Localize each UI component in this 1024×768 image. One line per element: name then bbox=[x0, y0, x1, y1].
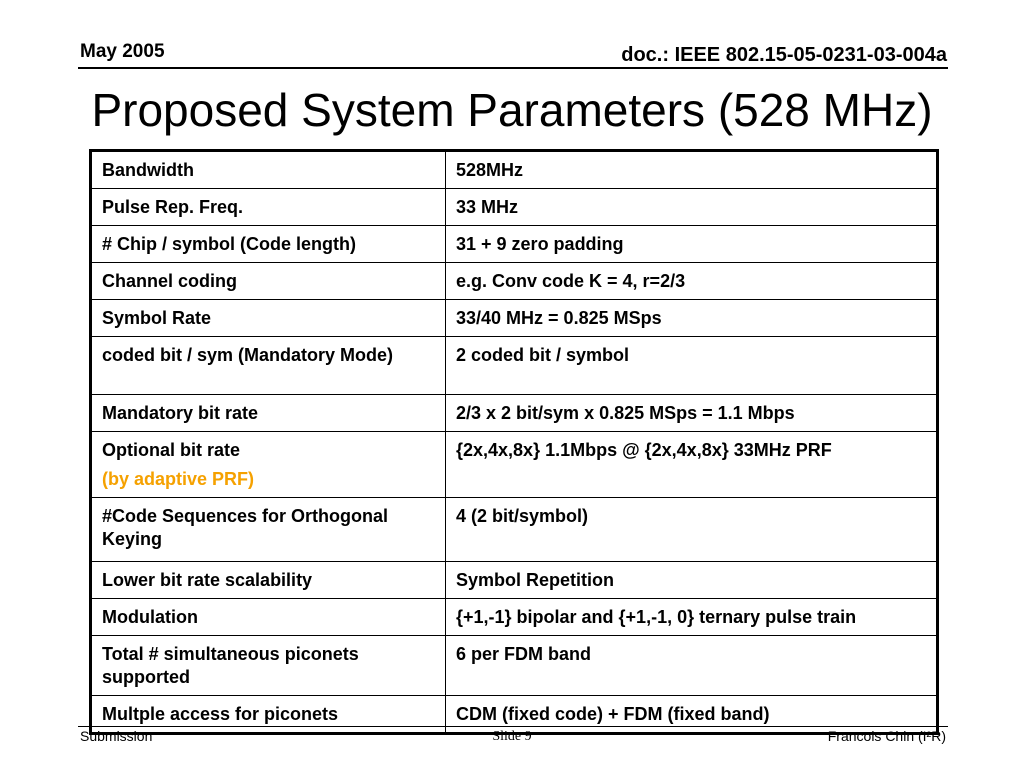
table-row bbox=[91, 498, 938, 562]
param-value: 528MHz bbox=[446, 151, 938, 189]
param-name-cell bbox=[91, 432, 446, 498]
param-name: Pulse Rep. Freq. bbox=[91, 189, 446, 226]
table-row bbox=[91, 263, 938, 300]
param-name: coded bit / sym (Mandatory Mode) bbox=[91, 337, 446, 395]
table-row bbox=[91, 599, 938, 636]
parameters-table bbox=[89, 149, 939, 735]
param-name: Modulation bbox=[91, 599, 446, 636]
param-name: #Code Sequences for Orthogonal Keying bbox=[91, 498, 446, 562]
table-row bbox=[91, 151, 938, 189]
param-name: # Chip / symbol (Code length) bbox=[91, 226, 446, 263]
param-value: 4 (2 bit/symbol) bbox=[446, 498, 938, 562]
param-value: 2/3 x 2 bit/sym x 0.825 MSps = 1.1 Mbps bbox=[446, 395, 938, 432]
param-name: Multple access for piconets bbox=[91, 696, 446, 734]
param-value: 33 MHz bbox=[446, 189, 938, 226]
table-row bbox=[91, 189, 938, 226]
header-doc-id: doc.: IEEE 802.15-05-0231-03-004a bbox=[621, 44, 947, 66]
param-value: CDM (fixed code) + FDM (fixed band) bbox=[446, 696, 938, 734]
table-row bbox=[91, 696, 938, 734]
header-divider bbox=[78, 67, 948, 69]
footer-slide-number: Slide 9 bbox=[492, 729, 532, 744]
header-date: May 2005 bbox=[80, 41, 165, 62]
slide-title: Proposed System Parameters (528 MHz) bbox=[91, 84, 933, 136]
param-name: Bandwidth bbox=[91, 151, 446, 189]
param-value: 31 + 9 zero padding bbox=[446, 226, 938, 263]
param-name: Lower bit rate scalability bbox=[91, 562, 446, 599]
footer-submission: Submission bbox=[80, 728, 153, 744]
param-name: Channel coding bbox=[91, 263, 446, 300]
param-value: 2 coded bit / symbol bbox=[446, 337, 938, 395]
param-name: Optional bit rate bbox=[102, 440, 241, 460]
table-row bbox=[91, 636, 938, 696]
footer-author: Francois Chin (I²R) bbox=[827, 728, 946, 744]
table-row bbox=[91, 226, 938, 263]
param-name: Symbol Rate bbox=[91, 300, 446, 337]
param-value: {2x,4x,8x} 1.1Mbps @ {2x,4x,8x} 33MHz PRF bbox=[446, 432, 938, 498]
param-value: {+1,-1} bipolar and {+1,-1, 0} ternary pulse train bbox=[446, 599, 938, 636]
table-row bbox=[91, 337, 938, 395]
param-value: e.g. Conv code K = 4, r=2/3 bbox=[446, 263, 938, 300]
table-row bbox=[91, 395, 938, 432]
param-value: 33/40 MHz = 0.825 MSps bbox=[446, 300, 938, 337]
table-row bbox=[91, 300, 938, 337]
param-value: 6 per FDM band bbox=[446, 636, 938, 696]
param-note: (by adaptive PRF) bbox=[102, 469, 255, 489]
param-name: Mandatory bit rate bbox=[91, 395, 446, 432]
table-row bbox=[91, 562, 938, 599]
footer-divider bbox=[78, 726, 948, 727]
table-row bbox=[91, 432, 938, 498]
param-value: Symbol Repetition bbox=[446, 562, 938, 599]
param-name: Total # simultaneous piconets supported bbox=[91, 636, 446, 696]
